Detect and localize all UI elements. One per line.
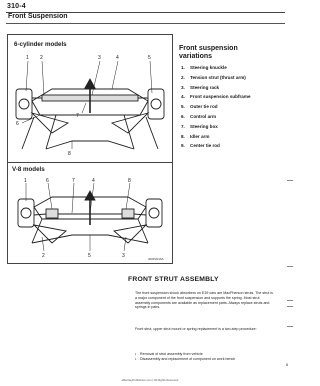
callout-bottom-5: 5 xyxy=(88,253,91,259)
list-item xyxy=(181,73,251,83)
six-cylinder-suspension-drawing xyxy=(12,53,168,157)
margin-tick xyxy=(287,306,293,307)
callout-top-6: 6 xyxy=(16,121,19,127)
margin-tick xyxy=(287,326,293,327)
variations-list xyxy=(181,63,251,151)
caption-6-cylinder: 6-cylinder models xyxy=(14,41,67,48)
section-title: Front Suspension xyxy=(8,13,68,20)
callout-top-3: 3 xyxy=(98,55,101,61)
callout-top-1: 1 xyxy=(26,55,29,61)
item-number: 4. xyxy=(181,94,185,100)
callout-top-8: 8 xyxy=(68,151,71,157)
callout-bottom-6: 6 xyxy=(46,178,49,184)
item-label: Center tie rod xyxy=(190,143,220,149)
item-number: 9. xyxy=(181,143,185,149)
item-number: 1. xyxy=(181,65,185,70)
list-item xyxy=(181,112,251,122)
list-item: • Disassembly and replacement of component on work bench xyxy=(135,357,275,362)
caption-v8: V-8 models xyxy=(12,166,45,173)
list-item xyxy=(181,132,251,142)
footer-text: eBentleyPublishers.com | All Rights Reserved xyxy=(121,378,179,382)
item-number: 6. xyxy=(181,113,185,119)
page-number: 310-4 xyxy=(7,3,26,10)
margin-tick xyxy=(287,266,293,267)
v8-suspension-drawing xyxy=(12,177,168,259)
item-label: Outer tie rod xyxy=(190,104,218,110)
list-item xyxy=(181,102,251,112)
item-label: Steering rack xyxy=(190,84,220,90)
section-heading: FRONT STRUT ASSEMBLY xyxy=(128,276,219,283)
callout-top-7: 7 xyxy=(76,113,79,119)
callout-top-4: 4 xyxy=(116,55,119,61)
callout-top-5: 5 xyxy=(148,55,151,61)
callout-top-2: 2 xyxy=(40,55,43,61)
item-label: Steering box xyxy=(190,123,218,129)
procedure-list xyxy=(135,352,275,362)
margin-tick xyxy=(287,300,293,301)
section-tab xyxy=(6,13,285,24)
variations-title-line1: Front suspension xyxy=(179,45,238,52)
item-label: Front suspension subframe xyxy=(190,94,251,100)
variations-title-line2: variations xyxy=(179,53,213,60)
callout-bottom-4: 4 xyxy=(92,178,95,184)
item-label: Control arm xyxy=(190,113,217,119)
item-label: Idler arm xyxy=(190,133,210,139)
variations-title xyxy=(179,45,238,61)
margin-tick xyxy=(287,180,293,181)
callout-bottom-1: 1 xyxy=(24,178,27,184)
side-number: 6 xyxy=(286,362,289,367)
figure-panel xyxy=(7,34,173,264)
callout-bottom-3: 3 xyxy=(122,253,125,259)
item-number: 5. xyxy=(181,104,185,110)
list-item xyxy=(181,122,251,132)
body-paragraph-1: The front suspension shock absorbers on E39 cars are MacPherson struts. The strut is a major component of the front suspension and supports the spring. Most strut assembly components are available as replacement parts. Always replace struts and springs in pairs. xyxy=(135,291,273,310)
list-item xyxy=(181,83,251,93)
list-item: • Removal of strut assembly from vehicle xyxy=(135,352,275,357)
callout-bottom-2: 2 xyxy=(42,253,45,259)
item-label: Steering knuckle xyxy=(190,65,227,70)
item-number: 3. xyxy=(181,84,185,90)
list-item xyxy=(181,141,251,151)
item-number: 7. xyxy=(181,123,185,129)
figure-id: 300P2016A xyxy=(148,257,164,261)
body-paragraph-2: Front strut, upper strut mount or spring replacement is a two-step procedure: xyxy=(135,327,257,331)
figure-divider xyxy=(8,162,172,163)
list-item xyxy=(181,63,251,73)
list-item xyxy=(181,92,251,102)
item-label: Tension strut (thrust arm) xyxy=(190,74,246,80)
item-number: 2. xyxy=(181,74,185,80)
callout-bottom-8: 8 xyxy=(128,178,131,184)
item-number: 8. xyxy=(181,133,185,139)
callout-bottom-7: 7 xyxy=(72,178,75,184)
